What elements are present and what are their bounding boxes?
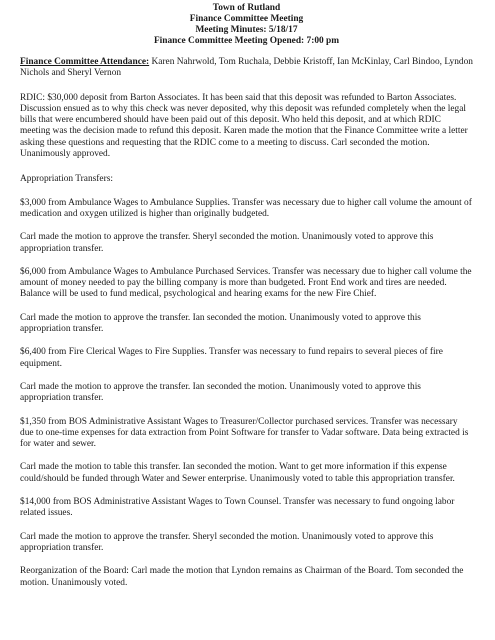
rdic-paragraph: RDIC: $30,000 deposit from Barton Associates. It has been said that this deposit was refunded to Barton Associates. Discussion ensued as to why this check was never deposited, why this deposit was refunded completely when the legal bills that were encumbered should have been paid out of this deposit. Who held this deposit, and at which RDIC meeting was the decision made to refund this deposit. Karen made the motion that the Finance Committee write a letter asking these questions and requesting that the RDIC come to a meeting to discuss. Carl seconded the motion. Unanimously approved. [20,92,468,160]
attendance-paragraph [20,57,473,80]
town-name: Town of Rutland [212,3,281,13]
attendance-names: Karen Nahrwold, Tom Ruchala, Debbie Kristoff, Ian McKinlay, Carl Bindoo, Lyndon Nichols and Sheryl Vernon [20,57,473,79]
committee-name: Finance Committee Meeting [189,14,304,24]
appropriation-transfers-heading: Appropriation Transfers: [20,174,113,185]
motion-table-treasurer-collector: Carl made the motion to table this transfer. Ian seconded the motion. Want to get more information if this expense could/should be funded through Water and Sewer enterprise. Unanimously voted to table this appropriation transfer. [20,462,455,484]
transfer-ambulance-purchased-services: $6,000 from Ambulance Wages to Ambulance Purchased Services. Transfer was necessary due to higher call volume the amount of money needed to pay the billing company is more than budgeted. Front End work and tires are needed. Balance will be used to fund medical, psychological and hearing exams for the new Fire Chief. [20,266,472,300]
motion-ambulance-supplies: Carl made the motion to approve the transfer. Sheryl seconded the motion. Unanimously voted to approve this appropriation transfer. [20,232,434,254]
board-reorganization-paragraph: Reorganization of the Board: Carl made the motion that Lyndon remains as Chairman of the Board. Tom seconded the motion. Unanimously voted. [20,566,464,588]
meeting-opened-time: Finance Committee Meeting Opened: 7:00 pm [153,36,340,46]
motion-fire-supplies: Carl made the motion to approve the transfer. Ian seconded the motion. Unanimously voted to approve this appropriation transfer. [20,381,421,404]
transfer-fire-supplies: $6,400 from Fire Clerical Wages to Fire Supplies. Transfer was necessary to fund repairs to several pieces of fire equipment. [20,347,443,369]
document-header [20,0,473,47]
transfer-ambulance-supplies: $3,000 from Ambulance Wages to Ambulance Supplies. Transfer was necessary due to higher call volume the amount of medication and oxygen utilized is higher than originally budgeted. [20,197,472,219]
meeting-minutes-date: Meeting Minutes: 5/18/17 [195,25,298,35]
motion-ambulance-purchased-services: Carl made the motion to approve the transfer. Ian seconded the motion. Unanimously voted to approve this appropriation transfer. [20,312,421,335]
transfer-town-counsel: $14,000 from BOS Administrative Assistant Wages to Town Counsel. Transfer was necessary to fund ongoing labor related issues. [20,497,455,519]
attendance-label: Finance Committee Attendance: [20,57,150,67]
transfer-treasurer-collector: $1,350 from BOS Administrative Assistant Wages to Treasurer/Collector purchased services. Transfer was necessary due to one-time expenses for data extraction from Point Software for transfer to Vadar software. Data being extracted is for water and sewer. [20,416,469,450]
motion-town-counsel: Carl made the motion to approve the transfer. Sheryl seconded the motion. Unanimously voted to approve this appropriation transfer. [20,531,434,553]
